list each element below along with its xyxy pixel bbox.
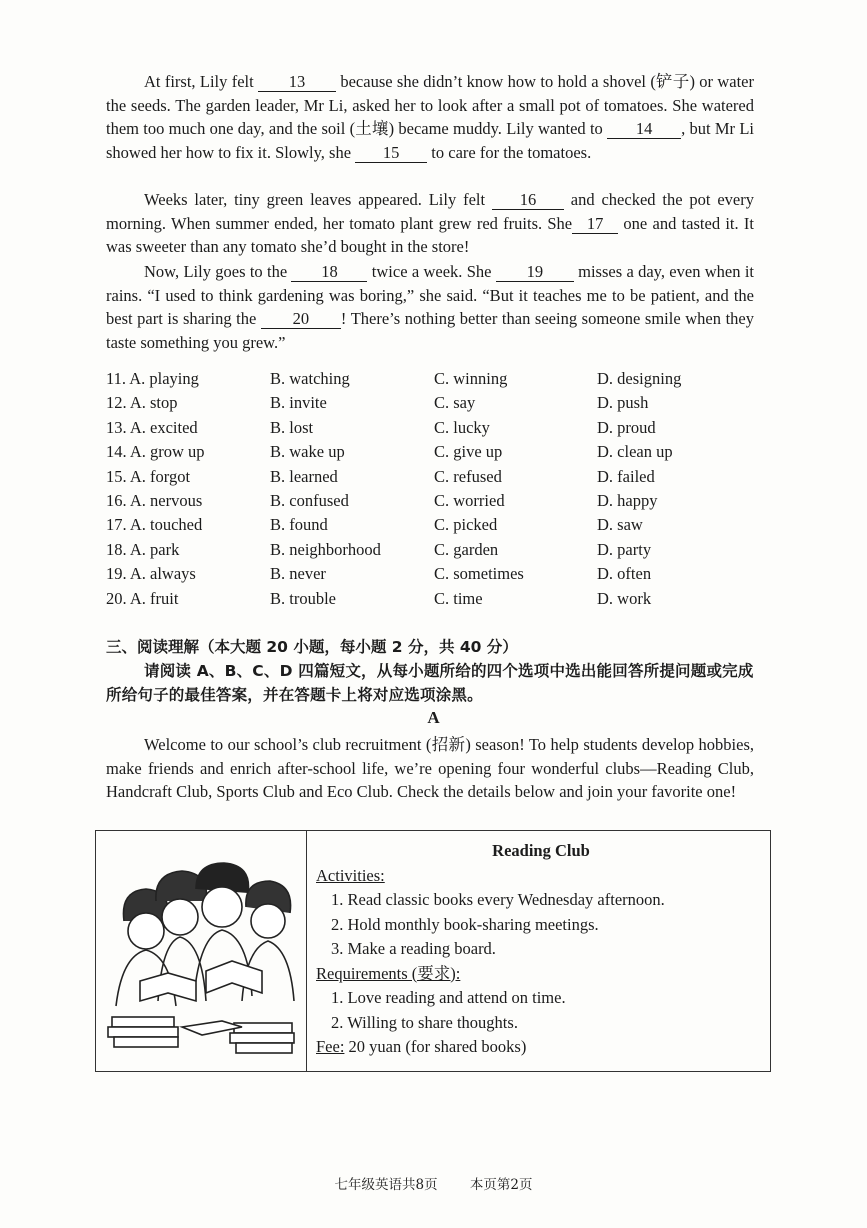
option-text: A. touched: [129, 515, 203, 535]
option-text: C. refused: [434, 466, 502, 486]
option-c: [434, 367, 507, 391]
question-number: 15.: [106, 466, 127, 486]
option-text: D. party: [597, 539, 652, 559]
option-text: D. happy: [597, 490, 658, 510]
option-b: [270, 489, 349, 513]
option-text: B. found: [270, 515, 328, 535]
question-number: 20.: [106, 588, 127, 608]
option-a: [106, 465, 190, 489]
activity-item: 2. Hold monthly book-sharing meetings.: [331, 914, 599, 934]
option-text: A. fruit: [129, 588, 179, 608]
requirement-item: 1. Love reading and attend on time.: [331, 988, 566, 1007]
option-row: [106, 367, 766, 391]
text: , but Mr Li showed her how to fix it. Slowly, she: [106, 119, 754, 162]
option-d: [597, 465, 655, 489]
option-c: [434, 391, 475, 415]
option-d: [597, 489, 658, 513]
text: because she didn’t know how to hold a shovel (铲子) or water the seeds. The garden leader, Mr Li, asked her to look after a small pot of tomatoes. She watered them too much one day, and the soil (土壤) became muddy. Lily wanted to: [106, 72, 754, 138]
option-c: [434, 513, 497, 537]
text: Now, Lily goes to the: [144, 262, 292, 281]
option-c: [434, 562, 524, 586]
option-text: D. failed: [597, 466, 655, 486]
blank-19: 19: [496, 263, 574, 282]
text: At first, Lily felt: [144, 72, 259, 91]
option-text: B. wake up: [270, 442, 345, 462]
option-text: B. neighborhood: [270, 539, 381, 559]
option-text: A. playing: [129, 369, 199, 388]
option-c: [434, 465, 502, 489]
option-text: B. trouble: [270, 588, 336, 608]
option-text: B. learned: [270, 466, 338, 486]
option-d: [597, 391, 648, 415]
option-text: B. watching: [270, 369, 350, 388]
passage-letter: A: [427, 708, 440, 727]
option-text: D. proud: [597, 417, 656, 437]
option-a: [106, 391, 178, 415]
question-number: 16.: [106, 490, 127, 510]
reading-kids-icon: [96, 831, 306, 1071]
option-b: [270, 513, 328, 537]
option-text: C. worried: [434, 490, 505, 510]
requirement-item: 2. Willing to share thoughts.: [331, 1012, 518, 1032]
text: and checked the pot every morning. When summer ended, her tomato plant grew red fruits. She: [106, 190, 754, 233]
fee-line: [316, 1035, 766, 1060]
option-d: [597, 587, 651, 611]
option-row: [106, 391, 766, 415]
option-c: [434, 489, 505, 513]
option-text: B. confused: [270, 490, 349, 510]
option-row: [106, 465, 766, 489]
option-text: C. lucky: [434, 417, 490, 437]
activity-item: 1. Read classic books every Wednesday afternoon.: [331, 890, 665, 909]
blank-18: 18: [291, 263, 367, 282]
option-b: [270, 440, 345, 464]
option-d: [597, 538, 651, 562]
question-number: 18.: [106, 539, 127, 559]
question-number: 17.: [106, 515, 127, 535]
option-b: [270, 391, 327, 415]
option-b: [270, 538, 381, 562]
option-d: [597, 440, 673, 464]
option-text: C. picked: [434, 515, 498, 535]
option-row: [106, 513, 766, 537]
option-b: [270, 587, 336, 611]
option-d: [597, 562, 651, 586]
cloze-paragraph-1: [106, 70, 754, 164]
fee-value: 20 yuan (for shared books): [344, 1037, 527, 1056]
option-c: [434, 538, 498, 562]
option-text: C. winning: [434, 369, 508, 388]
activities-label: Activities:: [316, 865, 385, 885]
option-text: A. grow up: [129, 442, 205, 462]
option-d: [597, 416, 656, 440]
passage-intro: Welcome to our school’s club recruitment (招新) season! To help students develop hobbies, make friends and enrich after-school life, we’re opening four wonderful clubs—Reading Club, Handcraft Club, Sports Club and Eco Club. Check the details below and join your favorite one!: [106, 735, 754, 801]
option-d: [597, 513, 643, 537]
text: ! There’s nothing better than seeing someone smile when they taste something you grew.”: [106, 309, 754, 352]
option-text: D. clean up: [597, 442, 673, 462]
option-a: [106, 587, 178, 611]
option-c: [434, 587, 483, 611]
blank-16: 16: [492, 191, 564, 210]
option-row: [106, 562, 766, 586]
option-text: A. always: [129, 564, 196, 584]
fee-label: Fee:: [316, 1037, 345, 1056]
question-number: 14.: [106, 442, 127, 462]
option-a: [106, 440, 205, 464]
option-a: [106, 489, 202, 513]
option-text: A. park: [129, 539, 180, 559]
option-row: [106, 416, 766, 440]
option-text: C. garden: [434, 539, 499, 559]
answer-options: [106, 367, 766, 611]
students-reading-illustration: [96, 831, 307, 1071]
section-heading: 三、阅读理解（本大题 20 小题，每小题 2 分，共 40 分）: [106, 638, 518, 656]
option-text: A. forgot: [129, 466, 191, 486]
option-row: [106, 587, 766, 611]
option-text: B. invite: [270, 393, 327, 413]
text: to care for the tomatoes.: [427, 142, 592, 162]
option-text: C. give up: [434, 442, 503, 462]
option-c: [434, 440, 502, 464]
option-text: C. sometimes: [434, 564, 524, 584]
option-a: [106, 562, 196, 586]
option-b: [270, 416, 313, 440]
option-b: [270, 367, 350, 391]
text: twice a week. She: [367, 262, 496, 281]
option-a: [106, 513, 202, 537]
option-b: [270, 465, 338, 489]
option-text: A. nervous: [129, 490, 203, 510]
blank-13: 13: [258, 73, 336, 92]
option-text: D. push: [597, 393, 649, 413]
club-title: Reading Club: [492, 841, 590, 860]
question-number: 19.: [106, 564, 127, 584]
option-d: [597, 367, 681, 391]
option-b: [270, 562, 326, 586]
footer-total-pages: 七年级英语共8页: [334, 1177, 438, 1193]
option-text: A. excited: [129, 417, 198, 437]
footer-page-number: 本页第2页: [469, 1177, 533, 1193]
cloze-paragraph-3: [106, 260, 754, 354]
text: misses a day, even when it rains. “I used to think gardening was boring,” she said. “But it teaches me to be patient, and the best part is sharing the: [106, 262, 754, 328]
blank-20: 20: [261, 310, 341, 329]
page-footer: [0, 1173, 867, 1193]
option-text: D. often: [597, 564, 652, 584]
text: Weeks later, tiny green leaves appeared. Lily felt: [144, 190, 492, 209]
cloze-paragraph-2: [106, 188, 754, 259]
text: one and tasted it. It was sweeter than any tomato she’d bought in the store!: [106, 213, 754, 256]
option-text: B. lost: [270, 417, 314, 437]
club-details: [316, 839, 766, 1060]
club-table: [95, 830, 771, 1072]
blank-17: 17: [572, 215, 618, 234]
option-text: D. work: [597, 588, 652, 608]
section-instruction: 请阅读 A、B、C、D 四篇短文，从每小题所给的四个选项中选出能回答所提问题或完成所给句子的最佳答案，并在答题卡上将对应选项涂黑。: [106, 662, 754, 704]
activity-item: 3. Make a reading board.: [331, 939, 496, 958]
option-a: [106, 367, 199, 391]
option-text: D. designing: [597, 369, 682, 388]
question-number: 13.: [106, 417, 127, 437]
option-row: [106, 538, 766, 562]
option-text: A. stop: [129, 393, 178, 413]
option-a: [106, 538, 179, 562]
question-number: 11.: [106, 369, 127, 388]
blank-14: 14: [607, 120, 681, 139]
option-a: [106, 416, 198, 440]
option-text: C. say: [434, 393, 476, 413]
requirements-label: Requirements (要求):: [316, 963, 461, 983]
option-text: D. saw: [597, 515, 643, 535]
option-row: [106, 440, 766, 464]
question-number: 12.: [106, 393, 127, 413]
blank-15: 15: [355, 144, 427, 163]
option-c: [434, 416, 490, 440]
option-row: [106, 489, 766, 513]
option-text: C. time: [434, 588, 483, 608]
option-text: B. never: [270, 564, 326, 584]
